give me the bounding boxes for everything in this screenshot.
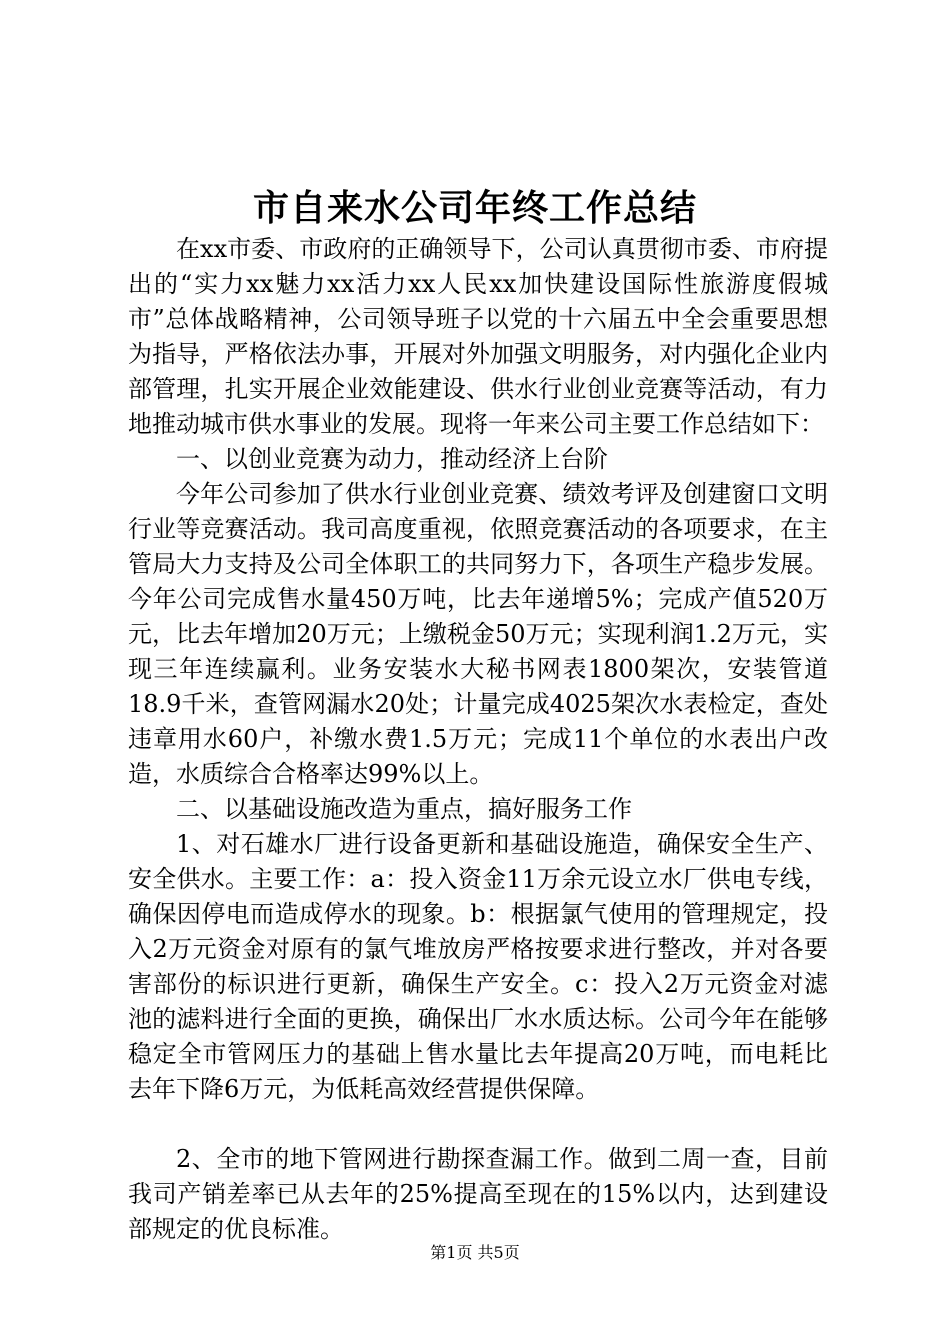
document-body <box>128 232 828 1247</box>
section-heading-2: 二、以基础设施改造为重点，搞好服务工作 <box>176 795 632 823</box>
document-title: 市自来水公司年终工作总结 <box>252 187 697 229</box>
section-1-paragraph: 今年公司参加了供水行业创业竞赛、绩效考评及创建窗口文明行业等竞赛活动。我司高度重视，依照竞赛活动的各项要求，在主管局大力支持及公司全体职工的共同努力下，各项生产稳步发展。今年公司完成售水量450万吨，比去年递增5%；完成产值520万元，比去年增加20万元；上缴税金50万元；实现利润1.2万元，实现三年连续赢利。业务安装水大秘书网表1800架次，安装管道18.9千米，查管网漏水20处；计量完成4025架次水表检定，查处违章用水60户，补缴水费1.5万元；完成11个单位的水表出户改造，水质综合合格率达99%以上。 <box>128 480 828 788</box>
page-footer: 第1页 共5页 <box>430 1243 520 1262</box>
section-2-item-1: 1、对石雄水厂进行设备更新和基础设施造，确保安全生产、安全供水。主要工作：a：投入资金11万余元设立水厂供电专线，确保因停电而造成停水的现象。b：根据氯气使用的管理规定，投入2万元资金对原有的氯气堆放房严格按要求进行整改，并对各要害部份的标识进行更新，确保生产安全。c：投入2万元资金对滤池的滤料进行全面的更换，确保出厂水水质达标。公司今年在能够稳定全市管网压力的基础上售水量比去年提高20万吨，而电耗比去年下降6万元，为低耗高效经营提供保障。 <box>128 830 828 1103</box>
section-heading-1: 一、以创业竞赛为动力，推动经济上台阶 <box>176 445 608 473</box>
section-2-item-2: 2、全市的地下管网进行勘探查漏工作。做到二周一查，目前我司产销差率已从去年的25%提高至现在的15%以内，达到建设部规定的优良标准。 <box>128 1145 828 1243</box>
intro-paragraph: 在xx市委、市政府的正确领导下，公司认真贯彻市委、市府提出的“实力xx魅力xx活力xx人民xx加快建设国际性旅游度假城市”总体战略精神，公司领导班子以党的十六届五中全会重要思想为指导，严格依法办事，开展对外加强文明服务，对内强化企业内部管理，扎实开展企业效能建设、供水行业创业竞赛等活动，有力地推动城市供水事业的发展。现将一年来公司主要工作总结如下： <box>128 235 828 438</box>
